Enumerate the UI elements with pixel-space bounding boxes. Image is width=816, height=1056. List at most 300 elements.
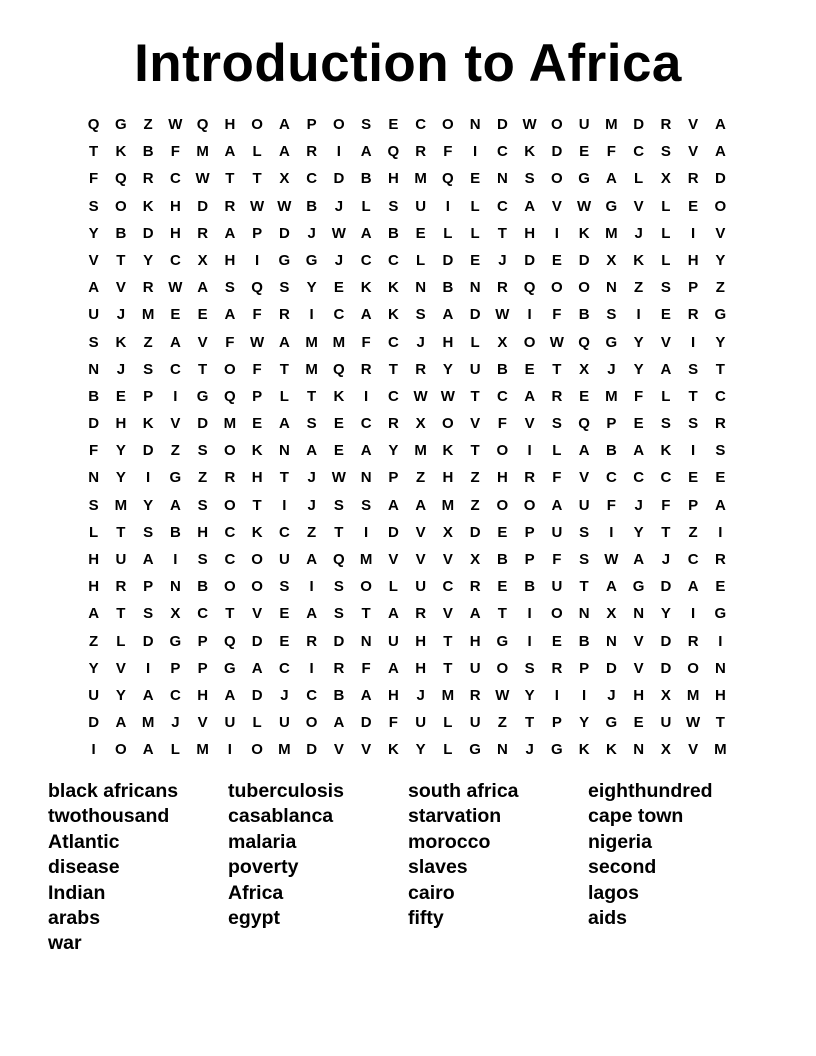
grid-letter: Z [416,469,426,487]
grid-letter: I [282,496,287,514]
grid-row [80,682,734,709]
grid-letter: T [470,387,480,405]
grid-letter: B [496,551,508,568]
grid-letter: R [496,279,508,297]
grid-letter: T [470,442,480,460]
grid-letter: H [415,659,427,677]
grid-letter: C [306,170,318,188]
grid-letter: X [660,170,671,188]
grid-letter: C [387,387,399,405]
grid-letter: R [551,387,563,405]
grid-letter: C [169,251,181,269]
grid-letter: E [470,251,481,269]
grid-letter: H [224,251,236,269]
word-item: lagos [588,881,639,904]
grid-letter: X [170,605,181,623]
grid-letter: R [524,469,536,487]
grid-letter: U [660,714,672,732]
grid-letter: J [607,360,616,378]
grid-letter: S [279,279,290,297]
grid-letter: V [115,279,126,297]
grid-letter: Y [633,333,644,351]
grid-letter: N [633,605,645,623]
grid-row [80,464,734,491]
grid-letter: R [660,116,672,133]
grid-letter: K [578,224,590,242]
grid-letter: L [89,523,99,541]
grid-letter: Q [333,551,345,568]
grid-letter: S [660,415,671,433]
grid-letter: P [524,551,535,568]
grid-letter: O [551,116,563,133]
grid-letter: O [714,197,727,215]
grid-letter: Z [470,496,480,514]
grid-letter: D [306,741,318,759]
grid-letter: O [251,578,263,596]
grid-letter: T [661,523,671,541]
word-item: fifty [408,907,444,930]
grid-letter: A [169,496,181,514]
grid-letter: H [197,686,209,704]
grid-letter: J [661,551,671,568]
grid-letter: L [443,714,453,732]
grid-letter: O [251,116,263,133]
grid-letter: F [497,415,507,433]
grid-letter: H [687,251,699,269]
page-title: Introduction to Africa [134,34,682,93]
grid-letter: J [607,686,616,704]
grid-letter: C [333,306,345,324]
grid-letter: Z [688,523,698,541]
grid-letter: D [442,251,454,269]
word-column [48,779,228,957]
grid-letter: I [309,306,314,324]
grid-letter: E [579,387,590,405]
grid-letter: O [551,170,563,188]
grid-letter: R [115,578,127,596]
grid-letter: S [143,605,154,623]
grid-letter: I [146,659,151,677]
grid-letter: G [169,469,182,487]
grid-letter: Q [251,279,263,297]
grid-letter: X [497,333,508,351]
grid-letter: X [579,360,590,378]
grid-letter: R [306,632,318,650]
grid-letter: V [688,143,699,161]
grid-letter: U [415,578,427,596]
grid-letter: D [142,224,154,242]
grid-letter: N [605,279,617,297]
grid-letter: S [715,442,726,460]
grid-letter: Y [415,741,426,759]
grid-letter: C [687,551,699,568]
grid-letter: U [415,714,427,732]
grid-letter: V [197,714,208,732]
grid-letter: R [469,686,481,704]
grid-letter: M [114,496,128,514]
grid-letter: N [360,632,372,650]
grid-letter: B [578,306,590,324]
grid-letter: R [197,224,209,242]
grid-letter: H [524,224,536,242]
grid-letter: L [661,224,671,242]
grid-letter: L [388,578,398,596]
grid-letter: E [170,306,181,324]
grid-letter: O [496,442,509,460]
grid-letter: A [278,333,290,351]
grid-letter: E [688,469,699,487]
grid-row [80,165,734,192]
grid-letter: S [361,496,372,514]
grid-letter: Y [660,605,671,623]
grid-letter: N [169,578,181,596]
grid-letter: R [387,415,399,433]
grid-letter: B [442,279,454,297]
grid-letter: D [551,143,563,161]
grid-letter: V [579,469,590,487]
grid-letter: K [578,741,590,759]
grid-letter: H [197,523,209,541]
grid-letter: E [470,170,481,188]
grid-letter: E [279,632,290,650]
grid-letter: E [333,442,344,460]
grid-row [80,193,734,220]
grid-letter: M [605,224,618,242]
grid-letter: A [633,551,645,568]
grid-letter: R [415,605,427,623]
grid-letter: D [660,632,672,650]
grid-letter: F [606,143,616,161]
grid-row [80,410,734,437]
grid-letter: H [88,551,100,568]
grid-letter: O [360,578,372,596]
grid-letter: Y [143,496,154,514]
grid-letter: W [549,333,564,351]
grid-letter: Y [579,714,590,732]
grid-letter: C [360,251,372,269]
grid-letter: M [686,686,700,704]
grid-letter: J [525,741,534,759]
grid-letter: I [527,605,532,623]
word-item: nigeria [588,830,652,853]
grid-letter: F [252,360,262,378]
grid-letter: U [551,578,563,596]
grid-letter: P [579,659,590,677]
grid-letter: G [278,251,291,269]
grid-letter: W [686,714,701,732]
grid-letter: D [496,116,508,133]
grid-letter: I [445,197,450,215]
grid-letter: E [497,578,508,596]
grid-letter: Q [578,415,590,433]
grid-letter: C [496,387,508,405]
word-item: Africa [228,881,284,904]
grid-letter: M [141,714,155,732]
grid-letter: T [361,605,371,623]
grid-letter: P [143,387,154,405]
grid-letter: A [197,279,209,297]
grid-letter: S [388,197,399,215]
grid-letter: J [307,496,316,514]
grid-letter: J [416,333,425,351]
grid-letter: U [578,496,590,514]
grid-letter: S [88,496,99,514]
grid-letter: P [688,279,699,297]
grid-letter: D [197,415,209,433]
grid-letter: D [387,523,399,541]
grid-letter: I [554,686,559,704]
grid-letter: N [469,116,481,133]
grid-letter: O [496,659,509,677]
grid-letter: X [442,523,453,541]
grid-letter: T [198,360,208,378]
word-item: black africans [48,780,179,802]
grid-letter: I [336,143,341,161]
grid-letter: I [146,469,151,487]
grid-letter: W [440,387,455,405]
grid-letter: T [116,251,126,269]
grid-letter: I [582,686,587,704]
grid-letter: G [169,632,182,650]
grid-letter: R [333,659,345,677]
grid-letter: J [634,496,643,514]
grid-letter: I [309,578,314,596]
grid-letter: T [225,170,235,188]
grid-letter: I [691,333,696,351]
grid-letter: U [224,714,236,732]
grid-letter: A [442,306,454,324]
grid-letter: I [255,251,260,269]
grid-letter: G [605,333,618,351]
grid-row [80,600,734,627]
word-item: slaves [408,856,468,879]
grid-letter: D [333,170,345,188]
grid-letter: C [169,686,181,704]
grid-letter: H [442,333,454,351]
grid-letter: Q [442,170,454,188]
grid-letter: V [524,415,535,433]
grid-letter: G [469,741,481,759]
grid-letter: D [142,632,154,650]
grid-letter: A [142,741,154,759]
grid-letter: N [714,659,726,677]
grid-letter: S [143,523,154,541]
grid-letter: M [305,333,318,351]
grid-letter: K [251,523,263,541]
grid-letter: Y [115,469,126,487]
grid-letter: V [633,197,644,215]
grid-letter: A [306,442,318,460]
grid-letter: T [89,143,99,161]
grid-letter: T [279,360,289,378]
grid-letter: Y [88,224,99,242]
grid-letter: E [579,143,590,161]
grid-letter: V [415,551,426,568]
grid-letter: A [115,714,127,732]
grid-letter: P [143,578,154,596]
grid-letter: X [660,741,671,759]
grid-letter: B [142,143,154,161]
grid-letter: S [333,578,344,596]
grid-letter: L [252,143,262,161]
grid-row [80,492,734,519]
grid-letter: H [387,686,399,704]
word-item: cape town [588,805,684,828]
grid-letter: S [579,551,590,568]
grid-letter: Y [306,279,317,297]
grid-letter: T [279,469,289,487]
grid-letter: U [469,659,481,677]
grid-letter: D [360,714,372,732]
grid-letter: K [333,387,345,405]
grid-letter: J [634,224,643,242]
grid-letter: F [388,714,398,732]
grid-letter: S [688,415,699,433]
word-item: Indian [48,881,106,904]
grid-letter: A [578,442,590,460]
grid-letter: C [360,415,372,433]
grid-letter: A [469,605,481,623]
grid-letter: U [415,197,427,215]
grid-letter: V [388,551,399,568]
grid-letter: J [416,686,425,704]
grid-letter: W [250,197,265,215]
word-column [228,779,408,957]
grid-letter: L [279,387,289,405]
grid-letter: V [442,605,453,623]
word-item: starvation [408,805,502,828]
grid-letter: B [197,578,209,596]
grid-letter: B [605,442,617,460]
grid-letter: B [387,224,399,242]
word-item: twothousand [48,805,170,828]
grid-letter: R [687,306,699,324]
grid-letter: U [88,686,100,704]
grid-letter: L [116,632,126,650]
grid-letter: G [632,578,645,596]
grid-letter: V [688,116,699,133]
grid-letter: H [415,632,427,650]
grid-letter: V [115,659,126,677]
grid-letter: T [715,360,725,378]
word-item: malaria [228,830,297,853]
grid-letter: R [469,578,481,596]
grid-letter: F [361,659,371,677]
grid-letter: B [496,360,508,378]
grid-row [80,220,734,247]
grid-letter: J [307,469,316,487]
grid-letter: I [527,632,532,650]
grid-letter: T [497,224,507,242]
grid-letter: I [554,224,559,242]
grid-letter: F [661,496,671,514]
grid-letter: U [278,551,290,568]
grid-letter: K [142,197,154,215]
grid-letter: D [660,578,672,596]
grid-letter: M [414,442,427,460]
grid-letter: C [278,659,290,677]
grid-letter: A [333,714,345,732]
grid-letter: V [197,333,208,351]
grid-letter: S [415,306,426,324]
grid-letter: L [443,224,453,242]
grid-letter: U [551,523,563,541]
word-item: casablanca [228,805,334,828]
grid-letter: X [606,251,617,269]
grid-letter: O [578,279,590,297]
grid-letter: T [116,605,126,623]
grid-letter: L [470,224,480,242]
grid-letter: G [551,741,563,759]
grid-letter: C [169,170,181,188]
grid-letter: Z [715,279,725,297]
grid-letter: B [333,686,345,704]
grid-letter: S [197,496,208,514]
grid-letter: E [415,224,426,242]
grid-row [80,573,734,600]
letter-grid [80,111,734,764]
grid-letter: A [714,143,726,161]
grid-letter: Z [198,469,208,487]
grid-letter: W [331,469,346,487]
grid-letter: N [278,442,290,460]
grid-letter: E [551,632,562,650]
word-column [588,779,768,957]
grid-letter: R [687,632,699,650]
grid-letter: S [551,415,562,433]
grid-letter: D [469,523,481,541]
grid-letter: Y [88,659,99,677]
grid-letter: I [227,741,232,759]
grid-letter: S [688,360,699,378]
grid-letter: C [633,469,645,487]
grid-letter: J [116,360,126,378]
grid-letter: P [688,496,699,514]
grid-letter: C [415,116,427,133]
grid-letter: V [170,415,181,433]
grid-letter: N [469,279,481,297]
grid-letter: Z [143,333,153,351]
grid-letter: K [442,442,454,460]
grid-letter: W [168,279,183,297]
grid-letter: G [605,197,618,215]
grid-letter: H [88,578,100,596]
grid-letter: A [605,170,617,188]
grid-letter: H [115,415,127,433]
word-item: arabs [48,907,101,930]
grid-letter: L [470,197,480,215]
grid-letter: K [633,251,645,269]
grid-row [80,655,734,682]
grid-letter: Y [115,686,126,704]
grid-letter: A [360,143,372,161]
grid-letter: O [687,659,699,677]
grid-letter: V [88,251,99,269]
grid-letter: N [88,469,100,487]
grid-letter: O [305,714,318,732]
grid-letter: S [224,279,235,297]
grid-letter: F [225,333,235,351]
grid-letter: D [251,632,263,650]
grid-row [80,111,734,138]
grid-letter: D [605,659,617,677]
grid-letter: Q [578,333,590,351]
grid-letter: E [688,197,699,215]
grid-letter: D [278,224,290,242]
grid-row [80,301,734,328]
grid-letter: T [307,387,317,405]
grid-letter: W [577,197,592,215]
